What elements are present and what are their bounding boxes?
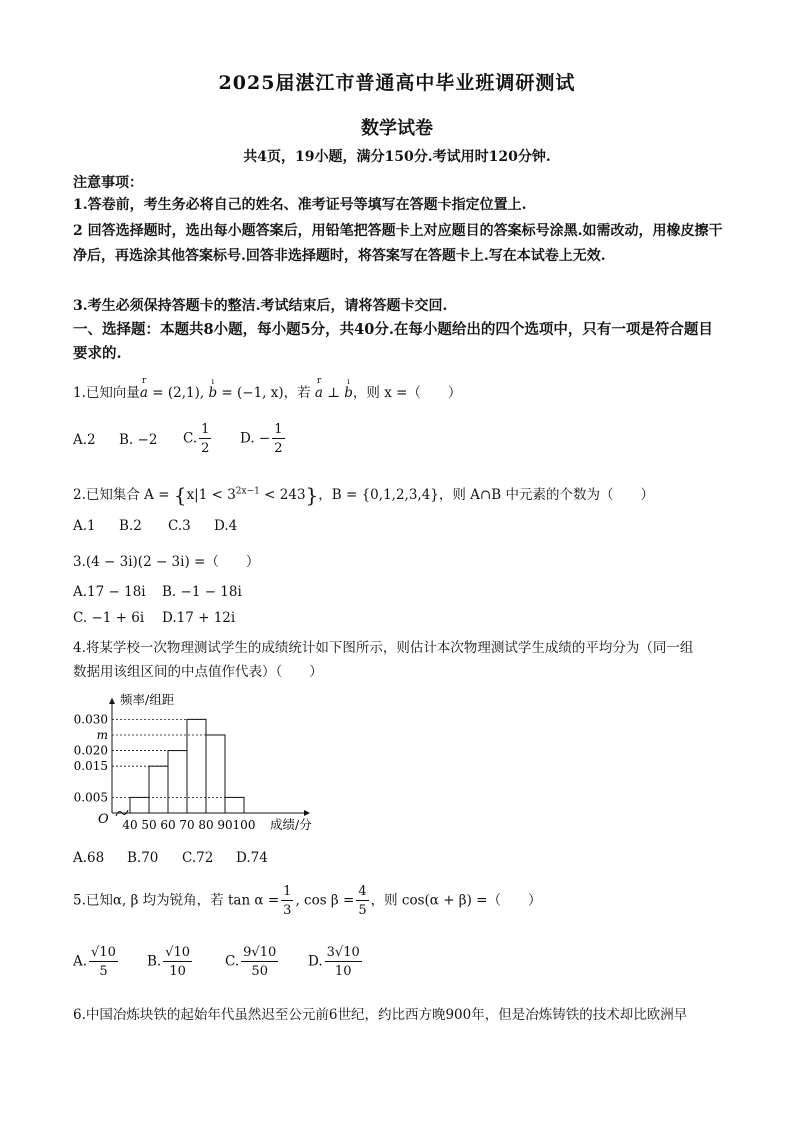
q4-option-b: B.70 bbox=[127, 850, 159, 866]
q1-option-c-label: C. bbox=[183, 430, 198, 447]
section-heading: 一、选择题：本题共8小题，每小题5分，共40分.在每小题给出的四个选项中，只有一项是符合题目要求的. bbox=[73, 321, 713, 362]
q4-option-d: D.74 bbox=[236, 850, 268, 866]
x-tick-label: 90 bbox=[217, 818, 233, 832]
q4-option-c: C.72 bbox=[182, 850, 214, 866]
y-tick-label: 0.030 bbox=[73, 712, 108, 727]
y-tick-label: 0.020 bbox=[73, 743, 108, 758]
question-4-line-2: 数据用该组区间的中点值作代表）（ ） bbox=[73, 664, 323, 680]
question-4-line-1: 4.将某学校一次物理测试学生的成绩统计如下图所示，则估计本次物理测试学生成绩的平均分为（同一组 bbox=[73, 640, 694, 656]
q5-tan-den: 3 bbox=[283, 903, 292, 918]
q5-suffix: ，则 cos(α + β) =（ ） bbox=[370, 892, 542, 909]
q1-option-c-num: 1 bbox=[201, 422, 210, 437]
q5-option-a bbox=[73, 946, 120, 978]
q1-option-a: A.2 bbox=[73, 432, 96, 448]
q5-tan-num: 1 bbox=[283, 884, 292, 899]
y-axis-arrow bbox=[109, 698, 115, 704]
q1-option-d-den: 2 bbox=[274, 441, 283, 456]
q5-option-b-den: 10 bbox=[169, 964, 186, 979]
x-tick-label: 100 bbox=[232, 818, 256, 832]
q5-option-b-label: B. bbox=[147, 953, 162, 970]
x-tick-label: 70 bbox=[179, 818, 195, 832]
question-1 bbox=[73, 381, 461, 401]
q2-set-a-inner: x|1 < 3 bbox=[186, 487, 236, 503]
q3-option-d: D.17 + 12i bbox=[162, 610, 236, 626]
q2-suffix: ，则 A∩B 中元素的个数为（ ） bbox=[438, 487, 654, 503]
q5-option-c-num: 9√10 bbox=[243, 945, 277, 960]
notes-heading: 注意事项： bbox=[73, 175, 143, 191]
note-1: 1.答卷前，考生务必将自己的姓名、准考证号等填写在答题卡指定位置上. bbox=[73, 197, 527, 213]
exam-subtitle: 数学试卷 bbox=[361, 118, 433, 139]
q5-option-d bbox=[308, 946, 364, 978]
q1-option-d-fraction bbox=[272, 423, 284, 455]
q4-option-a: A.68 bbox=[73, 850, 105, 866]
axis-break-mark bbox=[116, 810, 128, 816]
histogram-bar bbox=[206, 735, 225, 813]
q5-option-b-fraction bbox=[163, 946, 192, 978]
x-tick-label: 40 bbox=[122, 818, 138, 832]
q5-option-a-num: √10 bbox=[91, 945, 116, 960]
q5-cos-num: 4 bbox=[358, 884, 367, 899]
vector-a-2: r a bbox=[315, 385, 323, 401]
q5-option-a-fraction bbox=[89, 946, 118, 978]
q5-tan-fraction bbox=[281, 885, 293, 917]
q1-option-d bbox=[240, 423, 287, 455]
note-2: 2 回答选择题时，选出每小题答案后，用铅笔把答题卡上对应题目的答案标号涂黑.如需改动，用橡皮擦干净后，再选涂其他答案标号.回答非选择题时，将答案写在答题卡上.写在本试卷上无效. bbox=[73, 223, 723, 264]
vector-a: r a bbox=[140, 385, 148, 401]
histogram-bar bbox=[130, 797, 149, 813]
y-tick-label: 0.005 bbox=[73, 790, 108, 805]
q5-cos-fraction bbox=[356, 885, 368, 917]
q2-set-b: ，B = {0,1,2,3,4} bbox=[318, 487, 439, 503]
q5-option-c-den: 50 bbox=[251, 964, 268, 979]
q5-mid: , cos β = bbox=[295, 892, 355, 909]
frequency-histogram bbox=[72, 686, 342, 836]
question-6: 6.中国冶炼块铁的起始年代虽然迟至公元前6世纪，约比西方晚900年，但是冶炼铸铁的技术却比欧洲早 bbox=[73, 1007, 688, 1023]
q5-option-a-label: A. bbox=[73, 953, 88, 970]
q1-eq-a: = (2,1), bbox=[147, 385, 209, 401]
q5-option-a-den: 5 bbox=[99, 964, 108, 979]
vector-b-2: ı b bbox=[344, 385, 353, 401]
histogram-bar bbox=[168, 751, 187, 813]
origin-label: O bbox=[98, 812, 109, 827]
q5-prefix: 5.已知α, β 均为锐角，若 tan α = bbox=[73, 892, 280, 909]
q2-set-a-tail: < 243 bbox=[259, 487, 306, 503]
x-axis-label: 成绩/分 bbox=[270, 817, 312, 832]
q3-option-c: C. −1 + 6i bbox=[73, 610, 145, 626]
q1-option-c-fraction bbox=[199, 423, 211, 455]
y-axis-label: 频率/组距 bbox=[120, 692, 175, 707]
q1-perp: ⊥ bbox=[322, 385, 345, 401]
q5-cos-den: 5 bbox=[358, 903, 367, 918]
q5-option-b-num: √10 bbox=[165, 945, 191, 960]
q2-option-b: B.2 bbox=[119, 518, 142, 534]
q5-option-d-num: 3√10 bbox=[326, 945, 360, 960]
y-tick-label: m bbox=[96, 727, 108, 742]
q2-set-a-exponent: 2x−1 bbox=[235, 486, 260, 497]
q2-option-a: A.1 bbox=[73, 518, 96, 534]
q1-option-d-label: D. − bbox=[240, 430, 271, 447]
exam-meta: 共4页，19小题，满分150分.考试用时120分钟. bbox=[243, 149, 551, 165]
x-axis-arrow bbox=[304, 810, 310, 816]
q5-option-b bbox=[147, 946, 194, 978]
q1-suffix: ，则 x =（ ） bbox=[352, 385, 462, 401]
question-2: 2.已知集合 $A = \{x|1 < 3^{2x-1} < 243\}$，B = {0,1,2,3,4}，则 A∩B 中元素的个数为（ ） bbox=[73, 483, 654, 507]
x-tick-label: 80 bbox=[198, 818, 214, 832]
histogram-bar bbox=[187, 719, 206, 813]
question-5 bbox=[73, 885, 541, 917]
q5-option-d-den: 10 bbox=[334, 964, 352, 979]
q1-prefix: 1.已知向量 bbox=[73, 385, 140, 401]
question-3: 3.(4 − 3i)(2 − 3i) =（ ） bbox=[73, 554, 260, 570]
q2-option-c: C.3 bbox=[168, 518, 191, 534]
histogram-bar bbox=[225, 797, 244, 813]
x-tick-label: 50 bbox=[141, 818, 157, 832]
q2-option-d: D.4 bbox=[214, 518, 238, 534]
q5-option-c-label: C. bbox=[225, 953, 240, 970]
q3-option-b: B. −1 − 18i bbox=[162, 584, 242, 600]
q5-option-d-label: D. bbox=[308, 953, 323, 970]
q1-option-d-num: 1 bbox=[274, 422, 283, 437]
q3-option-a: A.17 − 18i bbox=[73, 584, 146, 600]
q1-eq-b: = (−1, x)，若 bbox=[217, 385, 315, 401]
note-3: 3.考生必须保持答题卡的整洁.考试结束后，请将答题卡交回. bbox=[73, 298, 448, 314]
q5-option-d-fraction bbox=[325, 946, 362, 978]
q2-prefix: 2.已知集合 A = bbox=[73, 487, 174, 503]
q5-option-c-fraction bbox=[241, 946, 278, 978]
histogram-bar bbox=[149, 766, 168, 813]
q1-option-c-den: 2 bbox=[201, 441, 210, 456]
x-tick-label: 60 bbox=[160, 818, 176, 832]
exam-title: 2025届湛江市普通高中毕业班调研测试 bbox=[218, 72, 576, 94]
q1-option-b: B. −2 bbox=[119, 432, 158, 448]
q5-option-c bbox=[225, 946, 280, 978]
q1-option-c bbox=[183, 423, 213, 455]
y-tick-label: 0.015 bbox=[73, 759, 108, 774]
vector-b: ı b bbox=[208, 385, 217, 401]
